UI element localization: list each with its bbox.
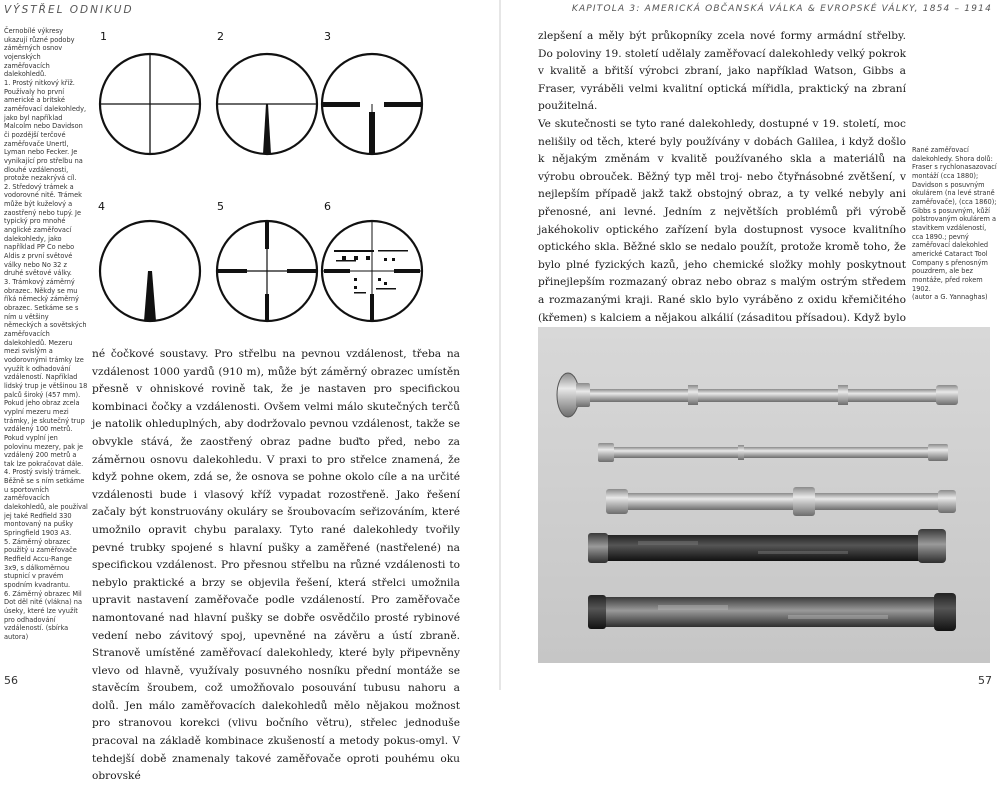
reticle-3 (322, 54, 422, 154)
reticle-figure (92, 26, 422, 344)
reticle-6 (322, 221, 422, 321)
reticle-label-4: 4 (98, 200, 105, 213)
reticle-2 (217, 54, 317, 154)
reticle-figure-caption: Černobílé výkresy ukazují různé podoby záměrných osnov vojenských zaměřovacích dalekohledů. 1. Prostý nitkový kříž. Používaly ho první americké a britské zaměřovací dalekohledy, jako byl například Malcolm nebo Davidson či pozdější terčové zaměřovače Unertl, Lyman nebo Fecker. Je vynikající pro střelbu na dlouhé vzdálenosti, protože nezakrývá cíl. 2. Středový trámek a vodorovné nitě. Trámek může být kuželový a zaostřený nebo tupý. Je typický pro mnohé anglické zaměřovací dalekohledy, jako například PP Co nebo Aldis z první světové války nebo No 32 z druhé světové války. 3. Trámkový záměrný obrazec. Někdy se mu říká německý záměrný obrazec. Setkáme se s ním u většiny německých a sovětských zaměřovacích dalekohledů. Mezeru mezi svislým a vodorovnými trámky lze využít k odhadování vzdáleností. Například lidský trup je většinou 18 palců široký (457 mm). Pokud jeho obraz zcela vyplní mezeru mezi trámky, je skutečný trup vzdálený 100 metrů. Pokud vyplní jen polovinu mezery, pak je vzdálený 200 metrů a tak lze pokračovat dále. 4. Prostý svislý trámek. Běžně se s ním setkáme u sportovních zaměřovacích dalekohledů, ale používal jej také Redfield 330 montovaný na pušky Springfield 1903 A3. 5. Záměrný obrazec použitý u zaměřovače Redfield Accu-Range 3x9, s dálkoměrnou stupnicí v pravém spodním kvadrantu. 6. Záměrný obrazec Mil Dot děl nité (vlákna) na úseky, které lze využít pro odhadování vzdáleností. (sbírka autora) (4, 27, 88, 641)
reticle-label-5: 5 (217, 200, 224, 213)
scopes-photo (538, 327, 990, 663)
page-number-left: 56 (4, 674, 18, 687)
reticle-1 (100, 54, 200, 154)
body-text-right: zlepšení a měly být průkopníky zcela nové formy armádní střelby. Do poloviny 19. století udělaly zaměřovací dalekohledy velký pokrok v kvalitě a břitší výrobci zbraní, jako například Watson, Gibbs a Fraser, vyráběli velmi kvalitní optická mířidla, praktický na zbraní použitelná. Ve skutečnosti se tyto rané dalekohledy, dostupné v 19. století, moc nelišily od těch, které byly používány v dobách Galilea, i když došlo k nějakým změnám v kvalitě používaného skla a materiálů na výrobu obrouček. Běžný typ měl troj- nebo čtyřnásobné zvětšení, v nejlepším případě jakž takž obstojný obraz, a ty velké nebyly ani přenosné, ani levné. Jedním z největších problémů při výrobě jakéhokoliv optického zařízení byla dostupnost vysoce kvalitního optického skla. Běžné sklo se nedalo použít, protože kromě toho, že bylo plné fyzických kazů, jeho chemické složky mohly poskytnout přinejlepším rozmazaný obraz nebo obraz s malým ostrým středem a rozmazanými kraji. Rané sklo bylo vyráběno z oxidu křemičitého (křemen) s kalciem a nějakou alkálií (zásaditou přísadou). Když bylo (538, 30, 906, 324)
reticle-label-3: 3 (324, 30, 331, 43)
scope-case (588, 593, 956, 631)
body-text-left: né čočkové soustavy. Pro střelbu na pevnou vzdálenost, třeba na vzdálenost 1000 yardů (910 m), může být záměrný obrazec umístěn přesně v ohniskové rovině tak, že je nastaven pro specifickou kombinaci čočky a vzdálenosti. Ovšem velmi málo skutečných terčů je natolik ohleduplných, aby dodržovalo pevnou vzdálenost, takže se obvykle stává, že zaostřený obraz padne buďto před, nebo za záměrnou osnovu dalekohledu. V praxi to pro střelce znamená, že když pohne okem, zdá se, že osnova se pohne okolo cíle a na určité vzdálenosti bude i vlasový kříž vypadat rozostřeně. Jako řešení začaly být konstruovány okuláry se šroubovacím seřizováním, které umožnilo opravit chybu paralaxy. Tyto rané dalekohledy tvořily pevné trubky spojené s hlavní pušky a zaměřené (nastřelené) na specifickou vzdálenost. Pro přesnou střelbu na různé vzdálenosti to nebylo praktické a brzy se objevila řešení, která střelci umožnila upravit nastavení zaměřovače podle vzdáleností. Pro zaměřovače namontované nad hlavní pušky se dobře osvědčilo prosté rybinové vedení nebo závitový spoj, upevněné na závěru a ústí zbraně. Stranově umístěné zaměřovací dalekohledy, které byly připevněny vlevo od hlavně, využívaly posuvného nosníku přední montáže se stavěcím šroubem, což umožňovalo posouvání tubusu nahoru a dolů. Jen málo zaměřovacích dalekohledů mělo nějakou možnost pro stranovou korekci (vlivu bočního větru), střelec jednoduše pracoval na základě kombinace zkušeností a metody pokus-omyl. V tehdejší době znamenaly takové zaměřovače oproti pouhému oku obrovské (92, 348, 460, 783)
reticle-label-1: 1 (100, 30, 107, 43)
reticle-label-6: 6 (324, 200, 331, 213)
reticle-4 (100, 221, 200, 321)
scopes-photo-caption: Rané zaměřovací dalekohledy. Shora dolů: Fraser s rychlonasazovací montáží (cca 1880); Davidson s posuvným okulárem (na levé straně zaměřovače), (cca 1860); Gibbs s posuvným, kůží polstrovaným okulárem a stavitkem vzdáleností, cca 1890.; pevný zaměřovací dalekohled americké Cataract Tool Company s přenosným pouzdrem, ale bez montáže, před rokem 1902. (autor a G. Yannaghas) (912, 146, 997, 302)
reticle-label-2: 2 (217, 30, 224, 43)
running-header-right: KAPITOLA 3: AMERICKÁ OBČANSKÁ VÁLKA & EVROPSKÉ VÁLKY, 1854 – 1914 (571, 4, 992, 14)
running-header-left: VÝSTŘEL ODNIKUD (4, 4, 134, 16)
page-gutter (499, 0, 501, 690)
reticle-5 (217, 221, 317, 321)
page-number-right: 57 (978, 674, 992, 687)
